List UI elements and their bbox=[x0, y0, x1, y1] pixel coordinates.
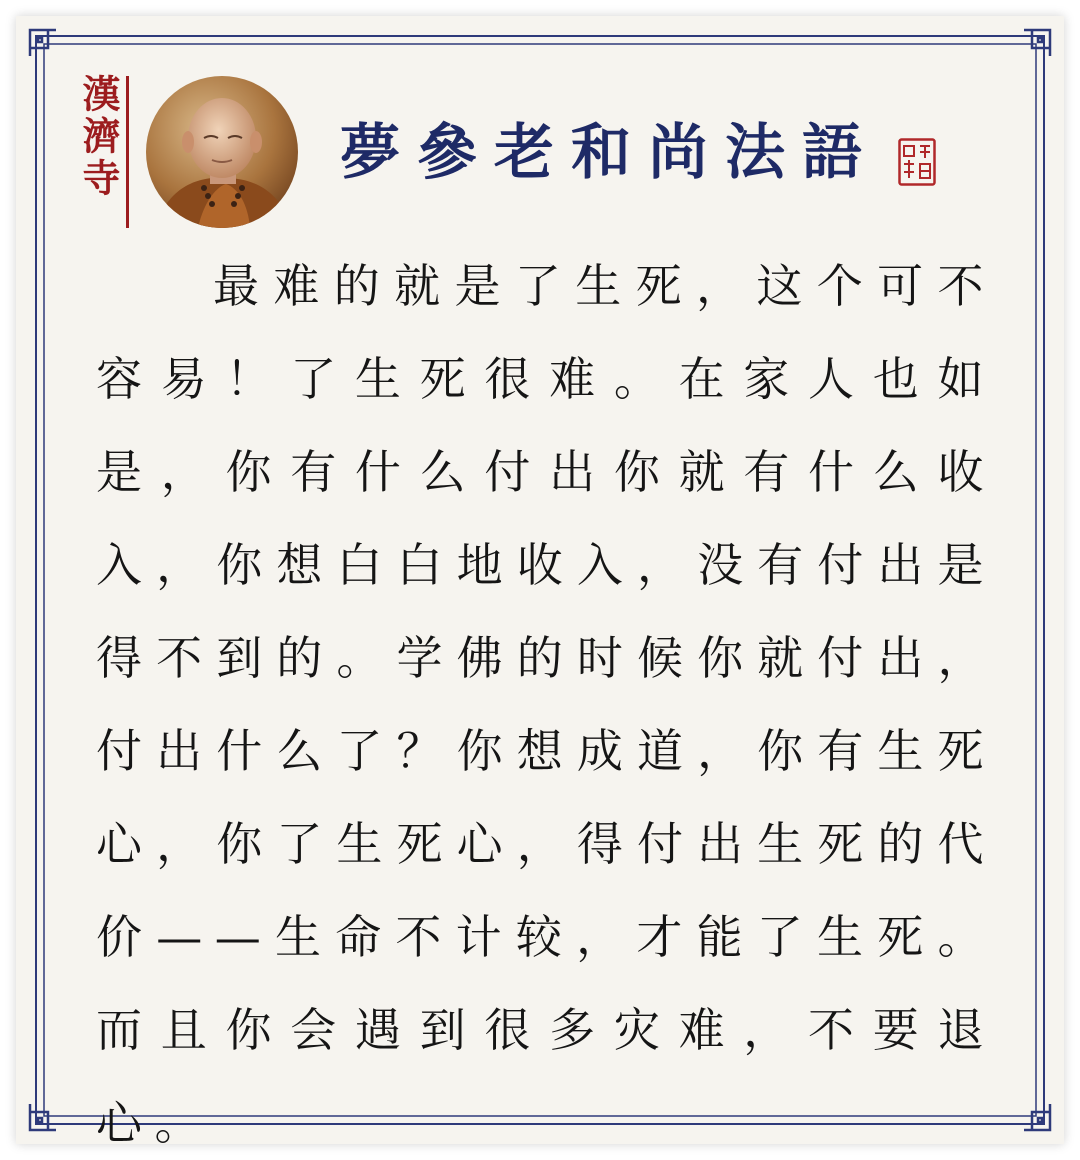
seal-stamp-icon bbox=[898, 138, 936, 186]
avatar bbox=[146, 76, 298, 228]
quote-text: 最难的就是了生死，这个可不容易！了生死很难。在家人也如是，你有什么付出你就有什么收入，你想白白地收入，没有付出是得不到的。学佛的时候你就付出，付出什么了？你想成道，你有生死心，你了生死心，得付出生死的代价——生命不计较，才能了生死。而且你会遇到很多灾难，不要退心。 bbox=[96, 259, 996, 1150]
temple-name: 漢濟寺 bbox=[76, 74, 121, 200]
page-title: 夢參老和尚法語 bbox=[340, 118, 879, 188]
monk-portrait-image bbox=[146, 76, 298, 228]
temple-divider bbox=[126, 76, 129, 228]
